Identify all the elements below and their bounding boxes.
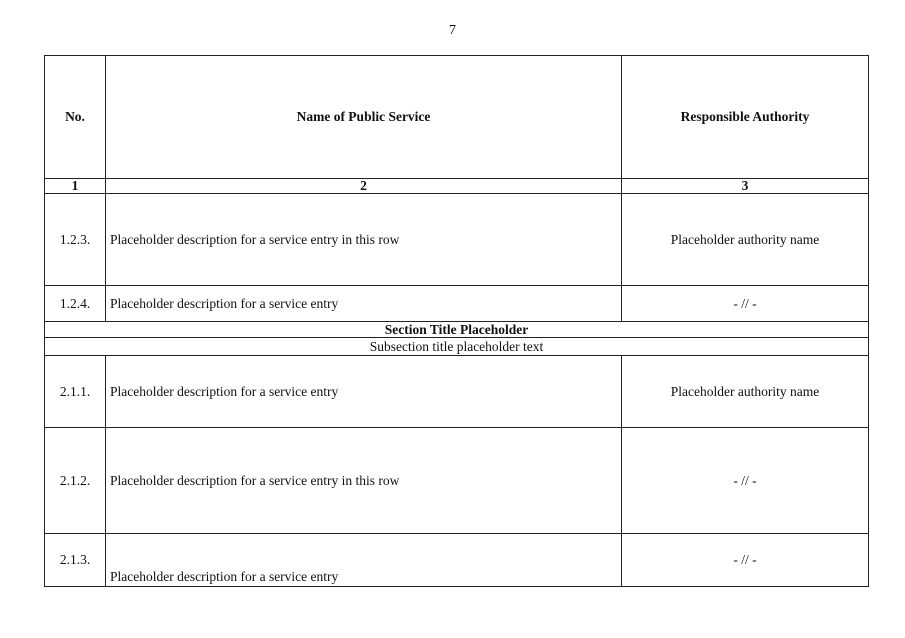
table-row bbox=[45, 194, 869, 286]
table-row bbox=[45, 428, 869, 534]
service-name: Placeholder description for a service entry in this row bbox=[106, 194, 622, 286]
service-name: Placeholder description for a service entry bbox=[106, 534, 622, 587]
section-row bbox=[45, 322, 869, 338]
section-title: Section Title Placeholder bbox=[45, 322, 869, 338]
subsection-row bbox=[45, 338, 869, 356]
header-number: No. bbox=[45, 56, 106, 179]
table-row bbox=[45, 534, 869, 587]
table-row bbox=[45, 356, 869, 428]
authority-name: - // - bbox=[622, 286, 869, 322]
authority-name: - // - bbox=[622, 534, 869, 587]
row-number: 1.2.4. bbox=[45, 286, 106, 322]
column-number-3: 3 bbox=[622, 179, 869, 194]
authority-name: Placeholder authority name bbox=[622, 194, 869, 286]
row-number: 1.2.3. bbox=[45, 194, 106, 286]
header-authority: Responsible Authority bbox=[622, 56, 869, 179]
column-number-1: 1 bbox=[45, 179, 106, 194]
table-header-row bbox=[45, 56, 869, 179]
page-number: 7 bbox=[449, 23, 456, 38]
service-name: Placeholder description for a service entry bbox=[106, 286, 622, 322]
subsection-title: Subsection title placeholder text bbox=[45, 338, 869, 356]
table-row bbox=[45, 286, 869, 322]
row-number: 2.1.1. bbox=[45, 356, 106, 428]
row-number: 2.1.2. bbox=[45, 428, 106, 534]
row-number: 2.1.3. bbox=[45, 534, 106, 587]
authority-name: - // - bbox=[622, 428, 869, 534]
header-service-name: Name of Public Service bbox=[106, 56, 622, 179]
authority-name: Placeholder authority name bbox=[622, 356, 869, 428]
column-number-row bbox=[45, 179, 869, 194]
services-table bbox=[44, 55, 869, 587]
column-number-2: 2 bbox=[106, 179, 622, 194]
service-name: Placeholder description for a service entry bbox=[106, 356, 622, 428]
service-name: Placeholder description for a service entry in this row bbox=[106, 428, 622, 534]
